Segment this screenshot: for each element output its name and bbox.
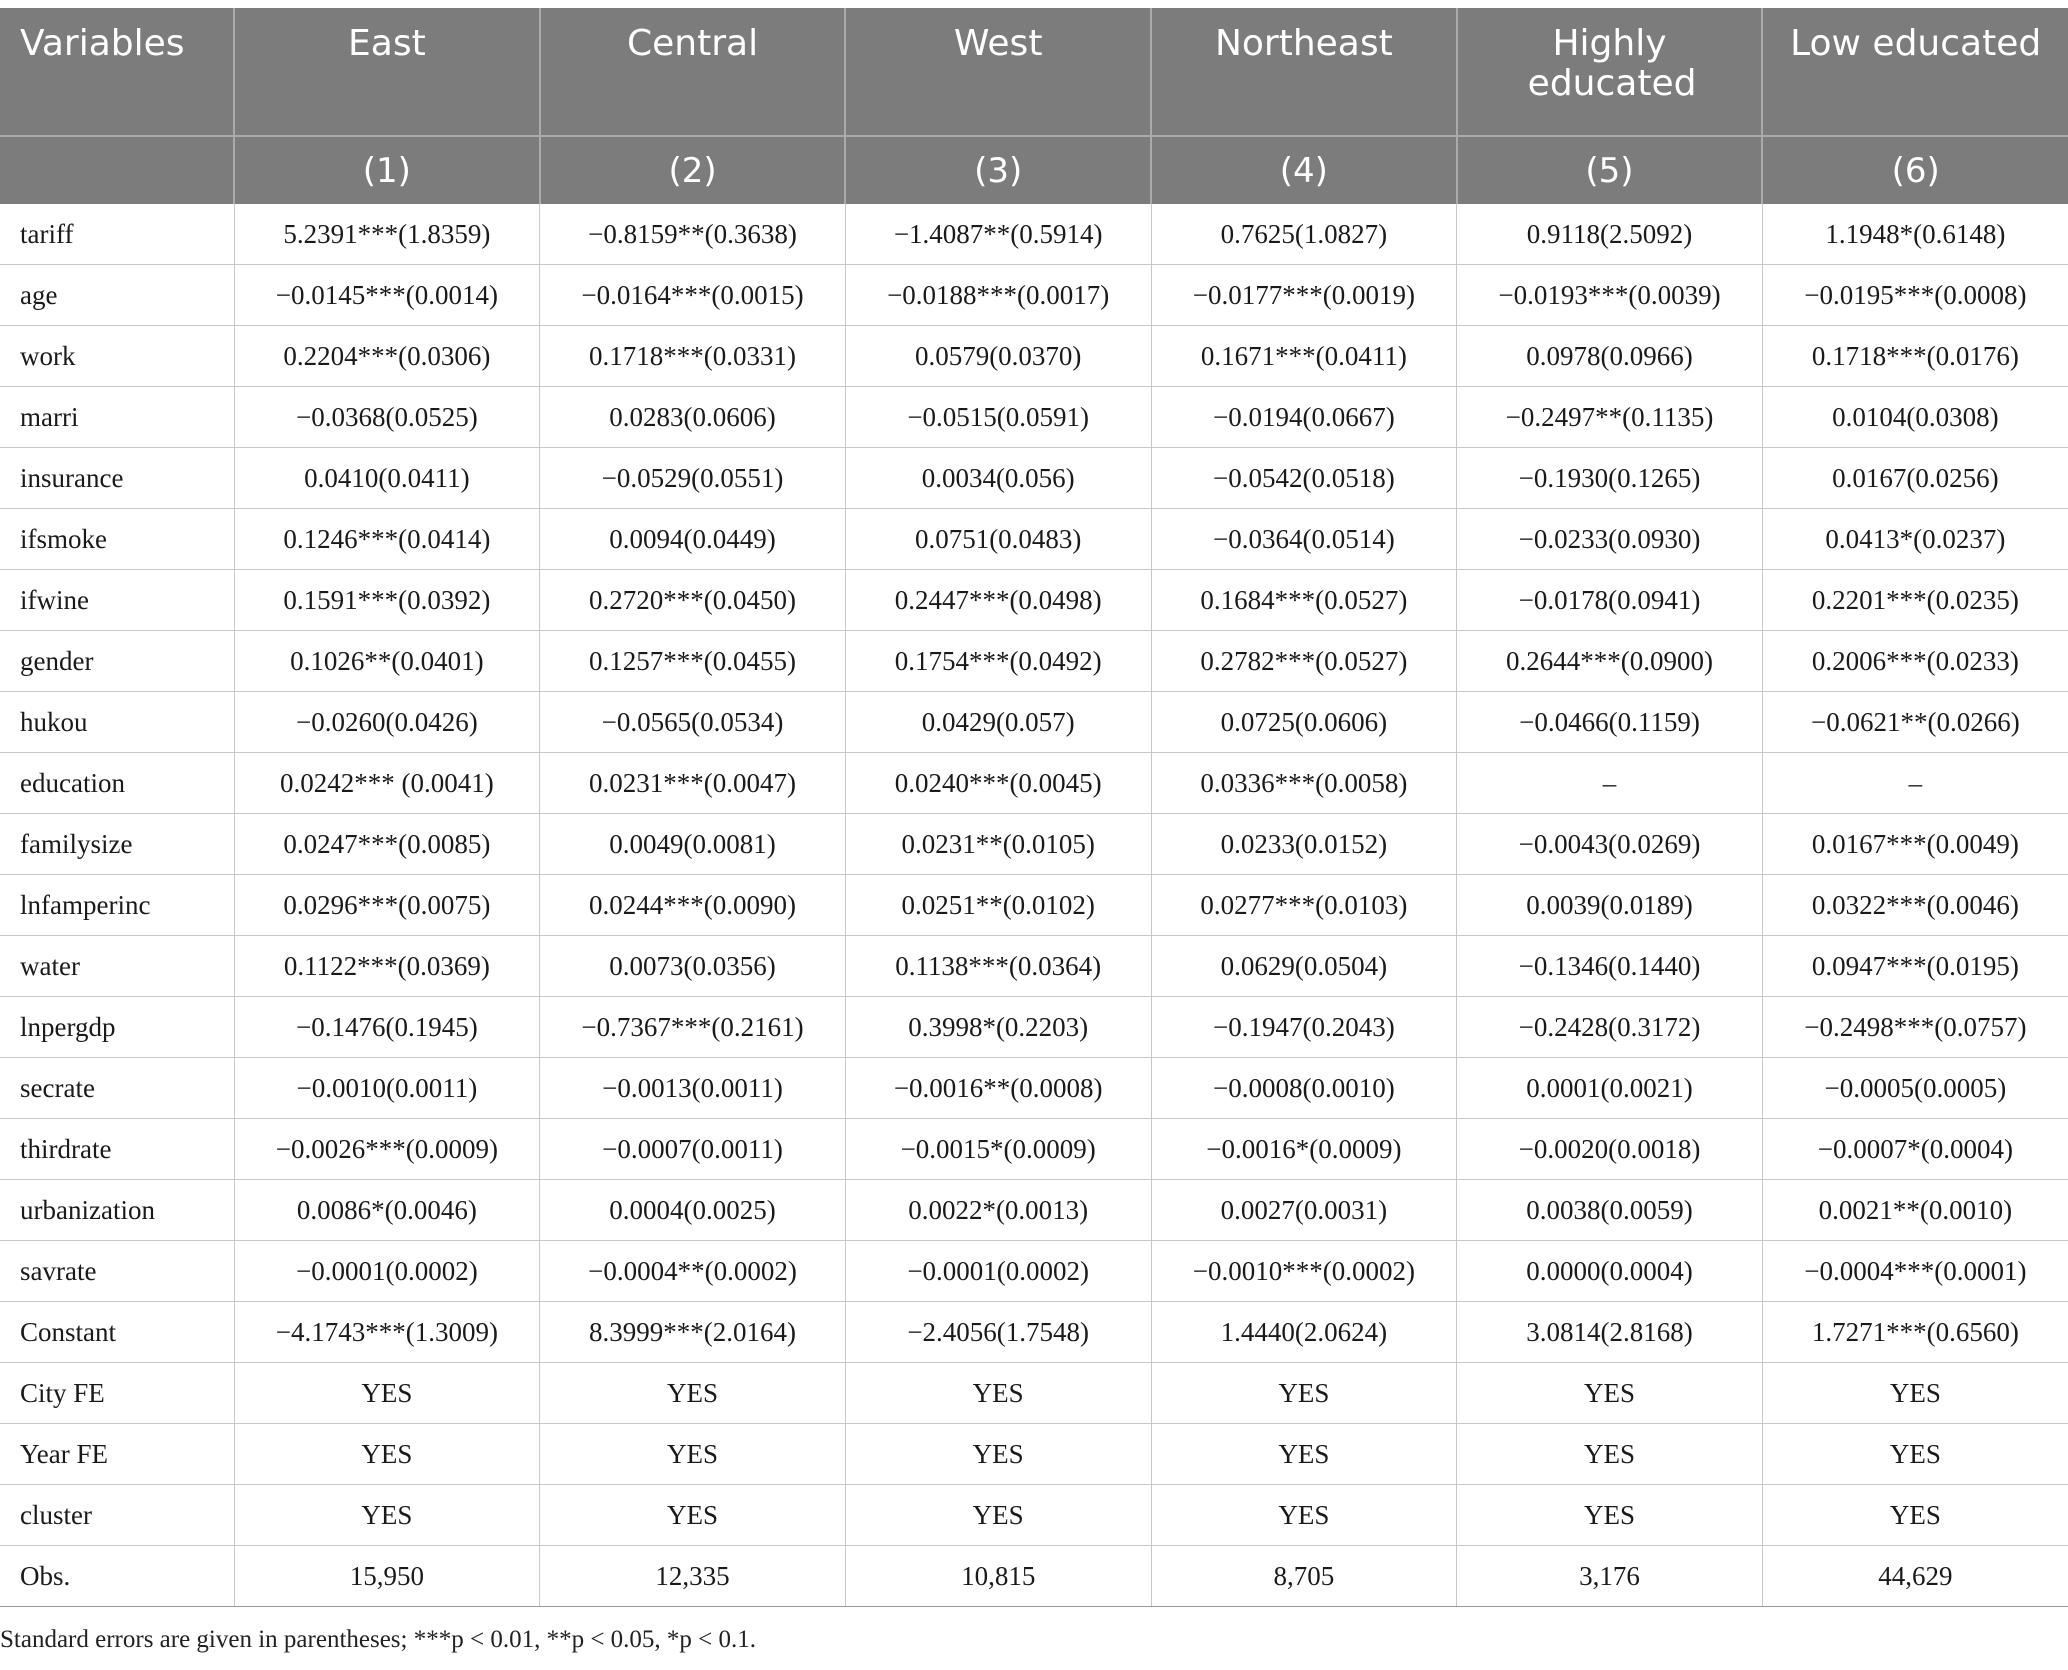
header-col-central: Central (540, 8, 846, 136)
table-cell: 0.0947***(0.0195) (1762, 936, 2068, 997)
table-cell: 10,815 (845, 1546, 1151, 1607)
table-cell: 0.0240***(0.0045) (845, 753, 1151, 814)
table-cell: −2.4056(1.7548) (845, 1302, 1151, 1363)
table-row (0, 1180, 2068, 1241)
table-cell: YES (540, 1485, 846, 1546)
table-cell: 0.0021**(0.0010) (1762, 1180, 2068, 1241)
table-cell: −0.0010***(0.0002) (1151, 1241, 1457, 1302)
row-variable-label: ifsmoke (0, 509, 234, 570)
table-cell: −0.7367***(0.2161) (540, 997, 846, 1058)
table-cell: 0.1026**(0.0401) (234, 631, 540, 692)
table-cell: −0.0164***(0.0015) (540, 265, 846, 326)
table-cell: −0.0233(0.0930) (1457, 509, 1763, 570)
table-body (0, 204, 2068, 1607)
row-variable-label: water (0, 936, 234, 997)
table-cell: 0.1122***(0.0369) (234, 936, 540, 997)
table-row (0, 1363, 2068, 1424)
header-col-east: East (234, 8, 540, 136)
table-cell: 0.2006***(0.0233) (1762, 631, 2068, 692)
table-cell: 0.0038(0.0059) (1457, 1180, 1763, 1241)
table-cell: −0.0001(0.0002) (234, 1241, 540, 1302)
row-variable-label: urbanization (0, 1180, 234, 1241)
row-variable-label: thirdrate (0, 1119, 234, 1180)
table-cell: 0.0034(0.056) (845, 448, 1151, 509)
table-cell: 1.4440(2.0624) (1151, 1302, 1457, 1363)
table-cell: 0.0022*(0.0013) (845, 1180, 1151, 1241)
table-cell: YES (1762, 1485, 2068, 1546)
table-cell: 0.0001(0.0021) (1457, 1058, 1763, 1119)
header-variables: Variables (0, 8, 234, 136)
table-row (0, 387, 2068, 448)
table-cell: YES (1457, 1485, 1763, 1546)
table-cell: −0.0260(0.0426) (234, 692, 540, 753)
table-cell: 0.0244***(0.0090) (540, 875, 846, 936)
table-cell: 0.0231***(0.0047) (540, 753, 846, 814)
table-row (0, 570, 2068, 631)
table-cell: 12,335 (540, 1546, 846, 1607)
header-row-column-numbers (0, 136, 2068, 204)
row-variable-label: ifwine (0, 570, 234, 631)
table-cell: 0.0167(0.0256) (1762, 448, 2068, 509)
table-cell: 44,629 (1762, 1546, 2068, 1607)
table-cell: YES (234, 1363, 540, 1424)
table-cell: −0.0194(0.0667) (1151, 387, 1457, 448)
table-cell: 0.0296***(0.0075) (234, 875, 540, 936)
table-cell: 0.0629(0.0504) (1151, 936, 1457, 997)
table-cell: −0.1947(0.2043) (1151, 997, 1457, 1058)
table-cell: −0.0008(0.0010) (1151, 1058, 1457, 1119)
table-cell: −0.0145***(0.0014) (234, 265, 540, 326)
table-cell: 0.0039(0.0189) (1457, 875, 1763, 936)
table-cell: 0.2447***(0.0498) (845, 570, 1151, 631)
table-cell: YES (234, 1424, 540, 1485)
table-cell: −0.0188***(0.0017) (845, 265, 1151, 326)
table-row (0, 326, 2068, 387)
table-cell: – (1457, 753, 1763, 814)
table-cell: 0.2720***(0.0450) (540, 570, 846, 631)
row-variable-label: work (0, 326, 234, 387)
table-cell: 0.2201***(0.0235) (1762, 570, 2068, 631)
table-cell: 0.0233(0.0152) (1151, 814, 1457, 875)
table-cell: −0.1930(0.1265) (1457, 448, 1763, 509)
table-cell: 0.0251**(0.0102) (845, 875, 1151, 936)
row-variable-label: education (0, 753, 234, 814)
table-cell: −0.0026***(0.0009) (234, 1119, 540, 1180)
table-cell: −0.0193***(0.0039) (1457, 265, 1763, 326)
table-cell: 0.0104(0.0308) (1762, 387, 2068, 448)
table-cell: 0.1671***(0.0411) (1151, 326, 1457, 387)
table-cell: −0.0178(0.0941) (1457, 570, 1763, 631)
table-cell: 0.0322***(0.0046) (1762, 875, 2068, 936)
row-variable-label: cluster (0, 1485, 234, 1546)
table-row (0, 1424, 2068, 1485)
table-cell: −0.0529(0.0551) (540, 448, 846, 509)
row-variable-label: marri (0, 387, 234, 448)
table-row (0, 1302, 2068, 1363)
table-cell: −0.1476(0.1945) (234, 997, 540, 1058)
header-number-2: (2) (540, 136, 846, 204)
table-cell: 15,950 (234, 1546, 540, 1607)
table-cell: −0.0195***(0.0008) (1762, 265, 2068, 326)
table-cell: 0.1754***(0.0492) (845, 631, 1151, 692)
row-variable-label: tariff (0, 204, 234, 265)
table-cell: 0.1684***(0.0527) (1151, 570, 1457, 631)
table-cell: 0.0277***(0.0103) (1151, 875, 1457, 936)
table-cell: 0.0725(0.0606) (1151, 692, 1457, 753)
table-cell: −0.0013(0.0011) (540, 1058, 846, 1119)
table-cell: −0.0010(0.0011) (234, 1058, 540, 1119)
table-cell: YES (1457, 1363, 1763, 1424)
table-cell: 0.0004(0.0025) (540, 1180, 846, 1241)
table-cell: 0.0086*(0.0046) (234, 1180, 540, 1241)
header-number-5: (5) (1457, 136, 1763, 204)
table-cell: −0.0177***(0.0019) (1151, 265, 1457, 326)
table-cell: −0.0364(0.0514) (1151, 509, 1457, 570)
table-cell: – (1762, 753, 2068, 814)
row-variable-label: age (0, 265, 234, 326)
row-variable-label: lnfamperinc (0, 875, 234, 936)
table-cell: −0.0016**(0.0008) (845, 1058, 1151, 1119)
table-row (0, 509, 2068, 570)
table-cell: YES (1762, 1424, 2068, 1485)
table-cell: 0.0579(0.0370) (845, 326, 1151, 387)
table-cell: −0.0001(0.0002) (845, 1241, 1151, 1302)
header-number-3: (3) (845, 136, 1151, 204)
table-cell: −0.0368(0.0525) (234, 387, 540, 448)
header-row-column-names (0, 8, 2068, 136)
table-cell: 0.1718***(0.0331) (540, 326, 846, 387)
table-cell: YES (1762, 1363, 2068, 1424)
table-cell: YES (1457, 1424, 1763, 1485)
table-cell: 0.0231**(0.0105) (845, 814, 1151, 875)
table-cell: −0.0004***(0.0001) (1762, 1241, 2068, 1302)
row-variable-label: Obs. (0, 1546, 234, 1607)
table-footnote: Standard errors are given in parentheses; ***p < 0.01, **p < 0.05, *p < 0.1. (0, 1626, 757, 1653)
table-cell: −0.2498***(0.0757) (1762, 997, 2068, 1058)
table-cell: 0.1718***(0.0176) (1762, 326, 2068, 387)
table-cell: 1.7271***(0.6560) (1762, 1302, 2068, 1363)
table-cell: YES (1151, 1424, 1457, 1485)
table-row (0, 692, 2068, 753)
table-cell: 0.0283(0.0606) (540, 387, 846, 448)
table-row (0, 448, 2068, 509)
table-cell: 5.2391***(1.8359) (234, 204, 540, 265)
header-number-6: (6) (1762, 136, 2068, 204)
row-variable-label: secrate (0, 1058, 234, 1119)
header-number-4: (4) (1151, 136, 1457, 204)
row-variable-label: savrate (0, 1241, 234, 1302)
header-col-highly-educated: Highly educated (1457, 8, 1763, 136)
table-cell: 0.0247***(0.0085) (234, 814, 540, 875)
table-cell: −1.4087**(0.5914) (845, 204, 1151, 265)
table-cell: 0.0094(0.0449) (540, 509, 846, 570)
table-cell: −0.0016*(0.0009) (1151, 1119, 1457, 1180)
table-cell: 0.0413*(0.0237) (1762, 509, 2068, 570)
table-cell: YES (234, 1485, 540, 1546)
table-cell: YES (1151, 1363, 1457, 1424)
table-cell: −0.1346(0.1440) (1457, 936, 1763, 997)
table-cell: 0.0242*** (0.0041) (234, 753, 540, 814)
table-row (0, 753, 2068, 814)
table-cell: −0.2497**(0.1135) (1457, 387, 1763, 448)
table-cell: −4.1743***(1.3009) (234, 1302, 540, 1363)
row-variable-label: Constant (0, 1302, 234, 1363)
table-cell: −0.0542(0.0518) (1151, 448, 1457, 509)
table-cell: 0.1257***(0.0455) (540, 631, 846, 692)
table-cell: −0.0621**(0.0266) (1762, 692, 2068, 753)
header-col-northeast: Northeast (1151, 8, 1457, 136)
header-col-low-educated: Low educated (1762, 8, 2068, 136)
table-cell: YES (1151, 1485, 1457, 1546)
table-cell: 0.0167***(0.0049) (1762, 814, 2068, 875)
header-number-blank (0, 136, 234, 204)
table-cell: 3.0814(2.8168) (1457, 1302, 1763, 1363)
table-cell: −0.0020(0.0018) (1457, 1119, 1763, 1180)
row-variable-label: gender (0, 631, 234, 692)
table-cell: 0.2644***(0.0900) (1457, 631, 1763, 692)
table-cell: YES (845, 1485, 1151, 1546)
table-row (0, 997, 2068, 1058)
table-row (0, 936, 2068, 997)
table-cell: 0.0336***(0.0058) (1151, 753, 1457, 814)
regression-results-table (0, 8, 2068, 1607)
table-cell: 0.9118(2.5092) (1457, 204, 1763, 265)
table-cell: 1.1948*(0.6148) (1762, 204, 2068, 265)
table-row (0, 1485, 2068, 1546)
table-cell: 3,176 (1457, 1546, 1763, 1607)
table-cell: 0.2782***(0.0527) (1151, 631, 1457, 692)
table-cell: YES (845, 1363, 1151, 1424)
table-cell: 0.0429(0.057) (845, 692, 1151, 753)
table-cell: −0.0007*(0.0004) (1762, 1119, 2068, 1180)
table-row (0, 1241, 2068, 1302)
row-variable-label: familysize (0, 814, 234, 875)
table-cell: 0.7625(1.0827) (1151, 204, 1457, 265)
row-variable-label: insurance (0, 448, 234, 509)
table-cell: 8.3999***(2.0164) (540, 1302, 846, 1363)
table-row (0, 265, 2068, 326)
table-cell: −0.0466(0.1159) (1457, 692, 1763, 753)
table-cell: −0.0565(0.0534) (540, 692, 846, 753)
table-cell: 0.1591***(0.0392) (234, 570, 540, 631)
table-cell: −0.8159**(0.3638) (540, 204, 846, 265)
table-row (0, 875, 2068, 936)
table-cell: YES (540, 1424, 846, 1485)
table-cell: 0.2204***(0.0306) (234, 326, 540, 387)
table-cell: −0.0015*(0.0009) (845, 1119, 1151, 1180)
row-variable-label: lnpergdp (0, 997, 234, 1058)
table-cell: YES (540, 1363, 846, 1424)
header-col-west: West (845, 8, 1151, 136)
table-cell: 0.0073(0.0356) (540, 936, 846, 997)
table-cell: 0.1246***(0.0414) (234, 509, 540, 570)
table-row (0, 1546, 2068, 1607)
table-cell: −0.0515(0.0591) (845, 387, 1151, 448)
table-cell: 0.0978(0.0966) (1457, 326, 1763, 387)
table-row (0, 631, 2068, 692)
table-cell: 0.0027(0.0031) (1151, 1180, 1457, 1241)
table-row (0, 1119, 2068, 1180)
table-cell: 0.1138***(0.0364) (845, 936, 1151, 997)
table-cell: 0.0410(0.0411) (234, 448, 540, 509)
table-cell: 0.0000(0.0004) (1457, 1241, 1763, 1302)
table-cell: 0.3998*(0.2203) (845, 997, 1151, 1058)
table-cell: −0.0005(0.0005) (1762, 1058, 2068, 1119)
table-cell: YES (845, 1424, 1151, 1485)
table-cell: −0.0004**(0.0002) (540, 1241, 846, 1302)
table-cell: −0.0007(0.0011) (540, 1119, 846, 1180)
table-cell: 0.0751(0.0483) (845, 509, 1151, 570)
table-cell: −0.2428(0.3172) (1457, 997, 1763, 1058)
table-row (0, 204, 2068, 265)
table-row (0, 814, 2068, 875)
table-cell: 8,705 (1151, 1546, 1457, 1607)
table-row (0, 1058, 2068, 1119)
table-cell: 0.0049(0.0081) (540, 814, 846, 875)
header-number-1: (1) (234, 136, 540, 204)
row-variable-label: hukou (0, 692, 234, 753)
row-variable-label: City FE (0, 1363, 234, 1424)
table-cell: −0.0043(0.0269) (1457, 814, 1763, 875)
regression-table-container (0, 8, 2068, 1607)
row-variable-label: Year FE (0, 1424, 234, 1485)
